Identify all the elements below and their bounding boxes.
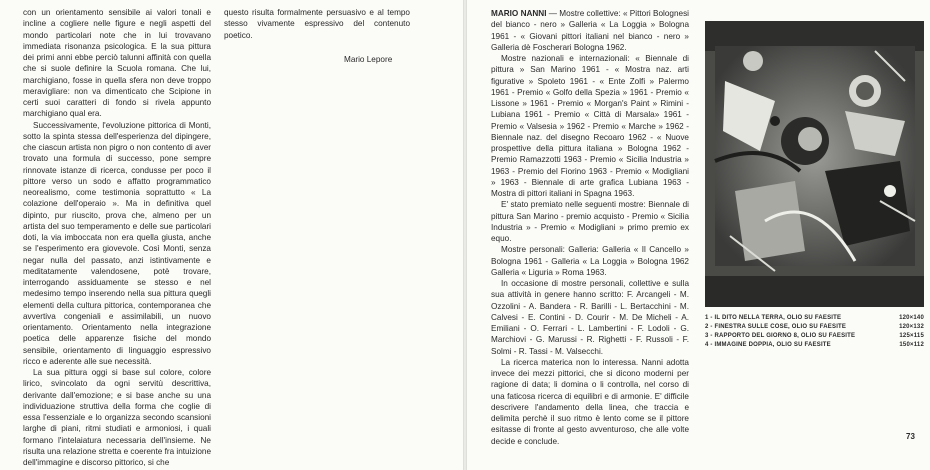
caption-row (705, 323, 924, 332)
caption-title: 1 - IL DITO NELLA TERRA, OLIO SU FAESITE (705, 315, 842, 321)
artwork-reproduction (705, 21, 924, 307)
biography-paragraph: Mostre nazionali e internazionali: « Biennale di pittura » San Marino 1961 - « Mostra naz. arti figurative » Spoleto 1961 - « Ente Zolfi » Palermo 1961 - Premio « Golfo della Spezia » 1961 - Premio « Lissone » 1961 - Premio « Morgan's Paint » Rimini - Lubiana 1961 - Premio « Città di Marsala» 1961 - Premio « Valsesia » 1962 - Premio « Marche » 1962 - Biennale naz. del disegno Recoaro 1962 - « Nuove prospettive della pittura italiana » Bologna 1962 - Premio Ramazzotti 1963 - Premio « Sicilia Industria » 1963 - Premio del Fiorino 1963 - Premio « Modigliani » 1963 - Biennale di arte grafica Lubiana 1963 - Mostra di pittori italiani in Spagna 1963. (491, 54, 689, 198)
biography-paragraph (491, 8, 689, 53)
caption-row (705, 332, 924, 341)
author-signature: Mario Lepore (344, 55, 393, 64)
biography-text: — Mostre collettive: « Pittori Bolognesi del bianco - nero » Galleria « La Loggia » Bologna 1961 - « Giovani pittori italiani nel bianco - nero » Galleria dè Foscherari Bologna 1962. (491, 9, 689, 52)
artist-name: MARIO NANNI (491, 9, 547, 18)
caption-size: 150×112 (899, 342, 924, 348)
left-page (0, 0, 463, 470)
biography-paragraph: In occasione di mostre personali, collettive e sulla sua attività in genere hanno scritto: F. Arcangeli - M. Ozzolini - A. Bandera - R. Barilli - L. Bertacchini - M. Calvesi - E. Contini - D. Courir - M. De Micheli - A. Emiliani - O. Ferrari - L. Lambertini - F. Lodoli - G. Marchiovi - G. Marussi - R. Righetti - F. Russoli - F. Solmi - R. Tassi - M. Valsecchi. (491, 279, 689, 356)
caption-row (705, 341, 924, 350)
biography-paragraph: Mostre personali: Galleria: Galleria « Il Cancello » Bologna 1961 - Galleria « La Loggia » Bologna 1962 Galleria « Liguria » Roma 1963. (491, 245, 689, 277)
essay-column-2 (224, 7, 410, 41)
caption-title: 3 - RAPPORTO DEL GIORNO 8, OLIO SU FAESITE (705, 333, 856, 339)
caption-size: 120×132 (899, 324, 924, 330)
caption-title: 2 - FINESTRA SULLE COSE, OLIO SU FAESITE (705, 324, 847, 330)
artwork-captions (705, 314, 924, 350)
biography-paragraph: La ricerca materica non lo interessa. Nanni adotta invece dei mezzi pittorici, che si dicono moderni per ragione di data; li domina o li controlla, nel corso di una faticosa ricerca di equilibri e di armonie. E' difficile descrivere l'andamento della linea, che traccia e delimita perchè il suo ritmo è lento come se il pittore esitasse di fronte al gesto avventuroso, che alle volte decide e conclude. (491, 357, 689, 446)
essay-paragraph: con un orientamento sensibile ai valori tonali e incline a cogliere nelle figure e negli aspetti del mondo particolari note che in lui trovavano immediata risonanza psicologica. E la sua pittura dei primi anni ebbe perciò talunni affinità con quella che si suole definire la Scuola romana. Che lui, marchigiano, fosse in quella sfera non deve troppo meravigliare: non va dimenticato che Scipione in certi suoi caratteri di fondo si rivela appunto marchigiano qual era. (23, 8, 211, 119)
caption-size: 125×115 (899, 333, 924, 339)
right-page (467, 0, 930, 470)
essay-paragraph: Successivamente, l'evoluzione pittorica di Monti, sotto la spinta stessa dell'esperienza del dipingere, che ciascun artista non pigro o non contento di aver trovato una formula di successo, pone sempre rinnovate istanze di ricerca, condusse per poco il pittore verso un sodo e affatto programmatico neorealismo, come testimonia soprattutto « La colazione dell'operaio ». Ma in definitiva quel dipinto, pur riuscito, prova che, almeno per un artista del suo temperamento e delle sue particolari doti, la via imboccata non era quella giusta, anche se l'esperimento era giovevole. Così Monti, senza negar nulla del passato, anzi istintivamente e meditatamente valendosene, potè trovare, interrogando assiduamente se stesso e nel medesimo tempo inserendo nella sua pittura quegli elementi della cultura pittorica, contemporanea che avvertiva congeniali e assimilabili, un nuovo orientamento. Orientamento nella integrazione poetica delle apparenze fisiche del mondo sensibile, orientamento di linguaggio espressivo ricco e aderente alle sue necessità. (23, 120, 211, 366)
caption-size: 120×140 (899, 315, 924, 321)
caption-title: 4 - IMMAGINE DOPPIA, OLIO SU FAESITE (705, 342, 831, 348)
essay-paragraph: La sua pittura oggi si base sul colore, colore lirico, svincolato da ogni servitù descrittiva, derivante dall'emozione; e si base anche su una individuazione struttiva della forma che coglie di essa l'essenziale e lo organizza secondo scansioni larghe di piani, ritmi studiati e armoniosi, i quali formano l'intelaiatura necessaria dell'insieme. Ne risulta una relazione stretta e coerente fra intuizione dell'immagine e discorso pittorico, si che (23, 368, 211, 467)
page-number: 73 (906, 432, 915, 441)
biography-column (491, 8, 689, 447)
essay-column-1 (23, 7, 211, 468)
caption-row (705, 314, 924, 323)
essay-paragraph: questo risulta formalmente persuasivo e al tempo stesso vivamente espressivo del contenuto poetico. (224, 8, 410, 40)
artwork-image (705, 21, 924, 307)
biography-paragraph: E' stato premiato nelle seguenti mostre: Biennale di pittura San Marino - premio acquisto - Premio « Sicilia Industria » - Premio « Modigliani » primo premio ex equo. (491, 200, 689, 243)
